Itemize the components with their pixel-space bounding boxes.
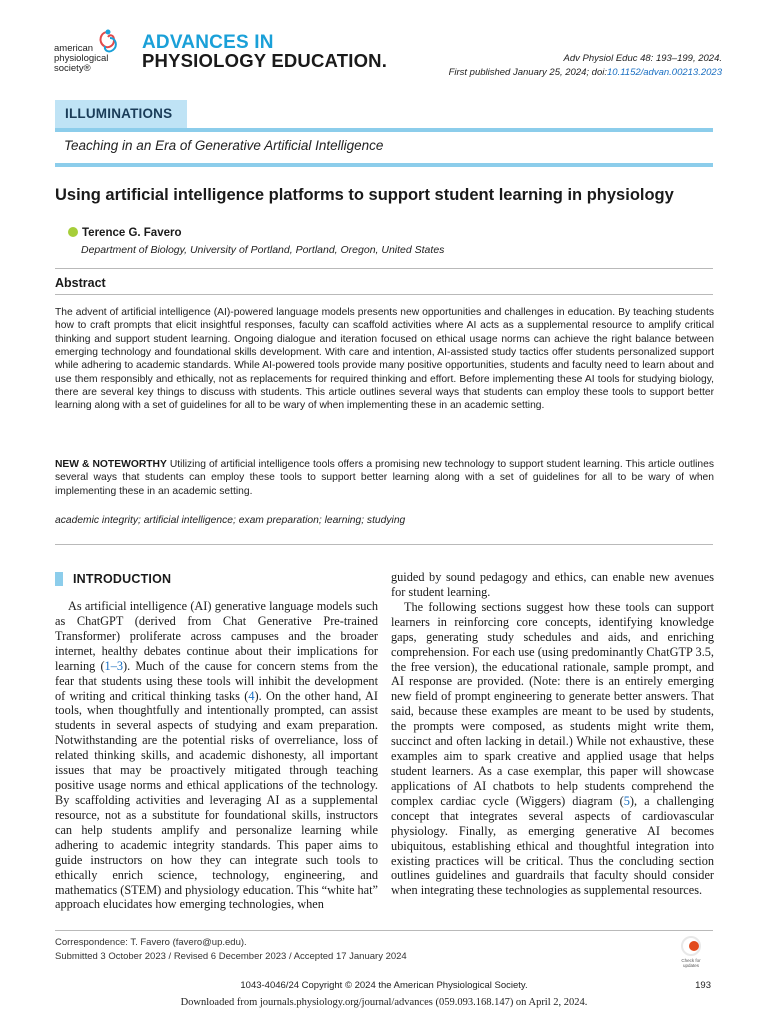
masthead [42,24,722,84]
correspondence: Correspondence: T. Favero (favero@up.edu). [55,937,247,948]
doi-link[interactable]: 10.1152/advan.00213.2023 [607,67,722,78]
divider [55,294,713,295]
check-for-updates-icon [681,936,701,956]
society-name: american physiological society® [54,43,109,74]
abstract-text: The advent of artificial intelligence (AI)-powered language models presents new opportunities and challenges in education. By teaching students how to craft prompts that elicit insightful responses, faculty can scaffold activities where AI acts as a supplemental resource to amplify critical thinking and support student learning. Ongoing dialogue and iteration focused on ethical usage norms can achieve the right balance between emerging technology and foundational skills development. With care and intention, AI-assisted study tactics offer students personalized support while adhering to academic standards. While AI-powered tools provide many positive opportunities, students and faculty need to learn about and use them responsibly and ethically, not as replacements for required thinking and effort. Before implementing these AI tools for studying biology, there are several key things to discuss with students. This article outlines several ways that students can employ these tools to support better learning along with a set of guidelines for all to be wary of when implementing these in an academic setting. [55,307,714,412]
section-label: ILLUMINATIONS [55,100,187,128]
reference-link[interactable]: 4 [248,688,255,703]
keywords: academic integrity; artificial intelligence; exam preparation; learning; studying [55,515,406,526]
noteworthy-text: Utilizing of artificial intelligence tools offers a promising new technology to support student learning. This article outlines several ways that students can employ these tools to support better learning along with a set of guidelines for all to be wary of when implementing these in an academic setting. [55,459,714,497]
paragraph: The following sections suggest how these tools can support learners in reinforcing core concepts, identifying knowledge gaps, generating study schedules and aids, and enriching comprehension. For each use (using predominantly ChatGTP 3.5, the free version), the educational rationale, sample prompt, and AI response are provided. (Note: there is an entirely emerging new field of prompt engineering to generate better answers. That said, because these examples are meant to be used by students, the prompts were composed, as students might write them, succinct and often lacking in detail.) While not exhaustive, these examples aim to spark creative and applied usage that helps student learners. As a case exemplar, this paper will showcase applications of AI chatbots to help students comprehend the complex cardiac cycle (Wiggers) diagram (5), a challenging concept that integrates several aspects of cardiovascular physiology. Finally, as emerging generative AI becomes ubiquitous, establishing ethical and thoughtful integration into existing practices will be critical. Thus the concluding section outlines guidelines and guardrails that faculty should consider when integrating these technologies as supplemental resources. [391,599,714,898]
author[interactable] [68,227,182,239]
download-notice: Downloaded from journals.physiology.org/journal/advances (059.093.168.147) on April 2, 2024. [180,997,588,1008]
noteworthy-label: NEW & NOTEWORTHY [55,459,167,470]
series-rule [55,163,713,167]
citation: Adv Physiol Educ 48: 193–199, 2024. First published January 25, 2024; doi:10.1152/advan.00213.2023 [448,53,722,78]
footnote-divider [55,930,713,931]
orcid-icon[interactable] [68,227,78,237]
badge-label: Check for updates [681,958,701,968]
paragraph: As artificial intelligence (AI) generative language models such as ChatGPT (derived from Chat Generative Pre-trained Transformer) proliferate across campuses and the broader internet, healthy debates continue about their implications for learning (1–3). Much of the cause for concern stems from the fear that students using these tools will inhibit the development of writing and critical thinking tasks (4). On the other hand, AI tools, when thoughtfully and intentionally prompted, can assist students in several aspects of studying and exam preparation. Notwithstanding are the potential risks of overreliance, loss of related thinking skills, and academic dishonesty, all important issues that may be proactively mitigated through teaching positive usage norms and ethical applications of the technology. By scaffolding activities and leveraging AI as a supplemental resource, not as a substitute for foundational skills, instructors can help students amplify and personalize learning while adhering to academic integrity standards. This paper aims to guide instructors on how they can integrate such tools to ethically enrich science, technology, engineering, and mathematics (STEM) and physiology education. This “white hat” approach elucidates how emerging technologies, when [55,599,378,912]
author-name: Terence G. Favero [82,227,182,239]
intro-right-column [391,570,714,898]
intro-heading: INTRODUCTION [73,572,172,586]
section-rule [55,128,713,132]
paragraph: guided by sound pedagogy and ethics, can enable new avenues for student learning. [391,570,714,599]
new-noteworthy [55,458,714,498]
reference-link[interactable]: 1–3 [104,658,123,673]
page-number: 193 [695,980,711,991]
submission-dates: Submitted 3 October 2023 / Revised 6 December 2023 / Accepted 17 January 2024 [55,951,407,962]
section-marker [55,572,63,586]
divider [55,268,713,269]
abstract-heading: Abstract [55,276,106,290]
affiliation: Department of Biology, University of Portland, Portland, Oregon, United States [81,244,445,256]
intro-left-column [55,599,378,912]
journal-name: ADVANCES IN PHYSIOLOGY EDUCATION. [142,32,388,71]
copyright: 1043-4046/24 Copyright © 2024 the American Physiological Society. [240,980,528,991]
reference-link[interactable]: 5 [623,793,630,808]
series-title: Teaching in an Era of Generative Artificial Intelligence [64,138,384,153]
divider [55,544,713,545]
article-title: Using artificial intelligence platforms to support student learning in physiology [55,186,674,204]
check-for-updates-badge[interactable] [678,936,704,972]
correspondence-block [55,936,407,964]
